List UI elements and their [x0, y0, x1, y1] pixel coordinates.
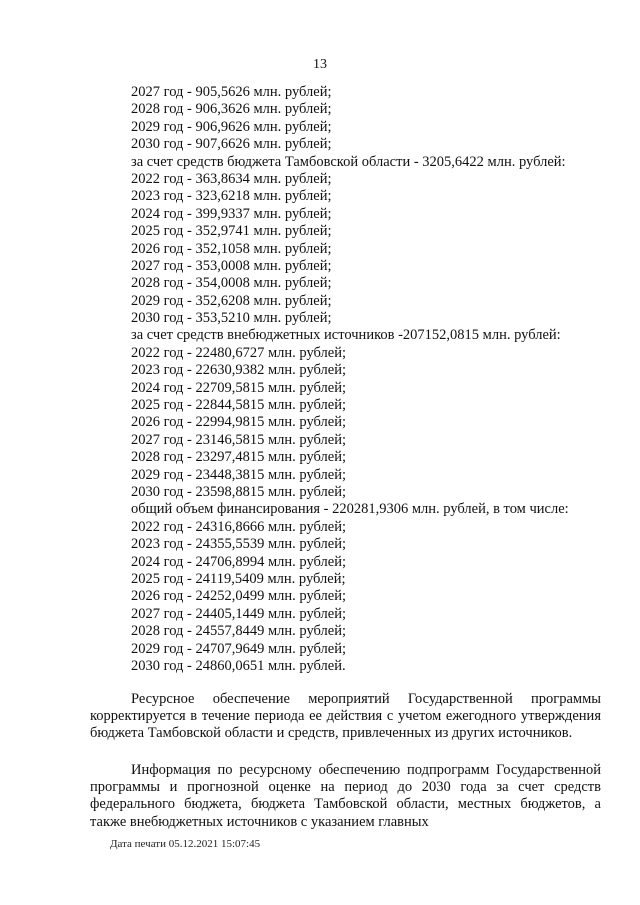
- funding-line: 2028 год - 23297,4815 млн. рублей;: [131, 449, 347, 466]
- funding-line: 2029 год - 23448,3815 млн. рублей;: [131, 466, 347, 483]
- funding-line: 2023 год - 24355,5539 млн. рублей;: [131, 536, 347, 553]
- funding-line: 2025 год - 352,9741 млн. рублей;: [131, 223, 332, 240]
- funding-line: 2030 год - 23598,8815 млн. рублей;: [131, 483, 347, 500]
- funding-line: 2024 год - 22709,5815 млн. рублей;: [131, 379, 347, 396]
- funding-line: 2022 год - 24316,8666 млн. рублей;: [131, 518, 347, 535]
- funding-line: 2028 год - 24557,8449 млн. рублей;: [131, 623, 347, 640]
- funding-list: [0, 84, 640, 675]
- funding-heading-regional: за счет средств бюджета Тамбовской области - 3205,6422 млн. рублей:: [131, 153, 566, 170]
- funding-line: 2022 год - 363,8634 млн. рублей;: [131, 170, 332, 187]
- funding-line: 2026 год - 352,1058 млн. рублей;: [131, 240, 332, 257]
- funding-line: 2029 год - 24707,9649 млн. рублей;: [131, 640, 347, 657]
- funding-line: 2023 год - 323,6218 млн. рублей;: [131, 188, 332, 205]
- funding-line: 2025 год - 24119,5409 млн. рублей;: [131, 570, 346, 587]
- funding-line: 2029 год - 352,6208 млн. рублей;: [131, 292, 332, 309]
- funding-line: 2024 год - 399,9337 млн. рублей;: [131, 205, 332, 222]
- funding-line: 2028 год - 354,0008 млн. рублей;: [131, 275, 332, 292]
- funding-line: 2030 год - 24860,0651 млн. рублей.: [131, 657, 346, 674]
- funding-line: 2023 год - 22630,9382 млн. рублей;: [131, 362, 347, 379]
- funding-line: 2022 год - 22480,6727 млн. рублей;: [131, 344, 347, 361]
- funding-line: 2027 год - 24405,1449 млн. рублей;: [131, 605, 347, 622]
- paragraph-resource-adjustment: Ресурсное обеспечение мероприятий Государственной программы корректируется в течение периода ее действия с учетом ежегодного утверждения бюджета Тамбовской области и средств, привлеченных из других источников.: [90, 690, 601, 742]
- page-number: 13: [313, 57, 327, 72]
- funding-line: 2027 год - 23146,5815 млн. рублей;: [131, 431, 347, 448]
- funding-line: 2027 год - 353,0008 млн. рублей;: [131, 257, 332, 274]
- funding-line: 2024 год - 24706,8994 млн. рублей;: [131, 553, 347, 570]
- funding-heading-extrabudgetary: за счет средств внебюджетных источников -207152,0815 млн. рублей:: [131, 327, 561, 344]
- funding-line: 2029 год - 906,9626 млн. рублей;: [131, 118, 332, 135]
- funding-line: 2030 год - 353,5210 млн. рублей;: [131, 310, 332, 327]
- funding-line: 2030 год - 907,6626 млн. рублей;: [131, 136, 332, 153]
- funding-heading-total: общий объем финансирования - 220281,9306 млн. рублей, в том числе:: [131, 501, 569, 518]
- funding-line: 2026 год - 24252,0499 млн. рублей;: [131, 588, 347, 605]
- funding-line: 2027 год - 905,5626 млн. рублей;: [131, 84, 332, 100]
- print-date: Дата печати 05.12.2021 15:07:45: [110, 838, 261, 850]
- paragraph-subprogram-info: Информация по ресурсному обеспечению подпрограмм Государственной программы и прогнозной оценке на период до 2030 года за счет средств федерального бюджета, бюджета Тамбовской области, местных бюджетов, а также внебюджетных источников с указанием главных: [90, 761, 601, 830]
- funding-line: 2026 год - 22994,9815 млн. рублей;: [131, 414, 347, 431]
- funding-line: 2028 год - 906,3626 млн. рублей;: [131, 101, 332, 118]
- funding-line: 2025 год - 22844,5815 млн. рублей;: [131, 397, 347, 414]
